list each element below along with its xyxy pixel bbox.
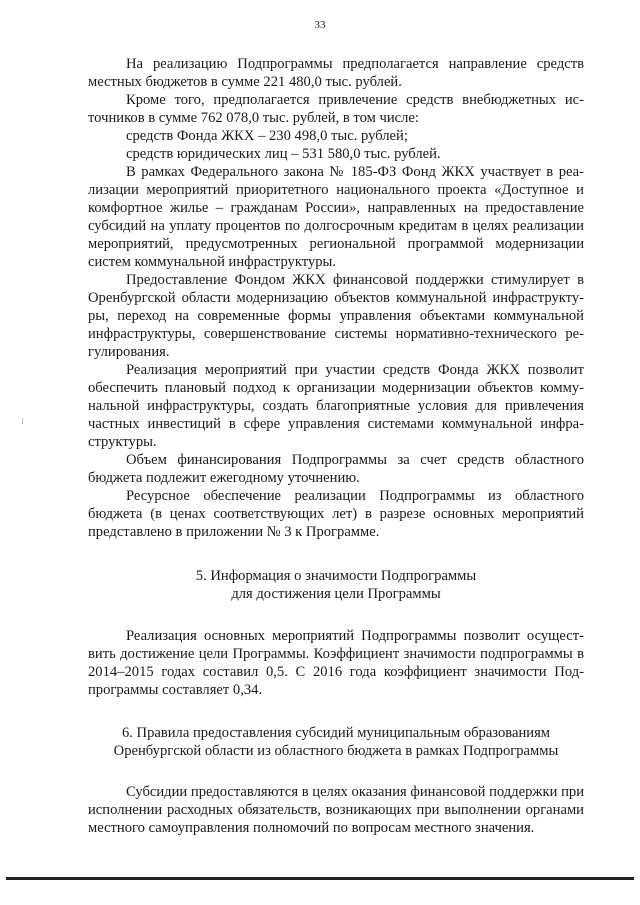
page-bottom-border (6, 877, 634, 880)
paragraph-fund-support: Предоставление Фондом ЖКХ финансовой поддержки стимулирует в Оренбургской области модернизацию объектов коммунальной инфраструктуры, переход на современные формы управления объектами коммунальной инфраструктуры, совершенствование системы нормативно-технического регулирования. (88, 272, 584, 360)
paragraph-regional-funding: Объем финансирования Подпрограммы за счет средств областного бюджета подлежит ежегодному уточнению. (88, 452, 584, 486)
paragraph-extrabudgetary: Кроме того, предполагается привлечение средств внебюджетных источников в сумме 762 078,0 тыс. рублей, в том числе: (88, 92, 584, 126)
paragraph-fund-participation: Реализация мероприятий при участии средств Фонда ЖКХ позволит обеспечить плановый подход к организации модернизации объектов коммунальной инфраструктуры, создать благоприятные условия для привлечения частных инвестиций в сфере управления системами коммунальной инфраструктуры. (88, 362, 584, 450)
section-5-paragraph: Реализация основных мероприятий Подпрограммы позволит осуществить достижение цели Программы. Коэффициент значимости подпрограммы в 2014–2015 годах составил 0,5. С 2016 года коэффициент значимости Подпрограммы составляет 0,34. (88, 628, 584, 698)
section-5-heading-line-1: 5. Информация о значимости Подпрограммы (195, 568, 477, 584)
section-6-heading (88, 724, 584, 760)
scan-margin-mark (22, 418, 23, 424)
document-body (88, 55, 584, 837)
paragraph-resource-provision: Ресурсное обеспечение реализации Подпрограммы из областного бюджета (в ценах соответствующих лет) в разрезе основных мероприятий представлено в приложении № 3 к Программе. (88, 488, 584, 540)
section-5-heading-line-2: для достижения цели Программы (231, 586, 441, 602)
section-6-paragraph: Субсидии предоставляются в целях оказания финансовой поддержки при исполнении расходных обязательств, возникающих при выполнении органами местного самоуправления полномочий по вопросам местного значения. (88, 784, 584, 836)
page-number: 33 (314, 19, 326, 31)
section-6-heading-line-1: 6. Правила предоставления субсидий муниципальным образованиям (121, 725, 551, 741)
paragraph-fund-zhkh-amount: средств Фонда ЖКХ – 230 498,0 тыс. рублей; (126, 128, 408, 144)
section-5-heading (88, 567, 584, 603)
section-6-heading-line-2: Оренбургской области из областного бюджета в рамках Подпрограммы (113, 743, 559, 759)
paragraph-local-budget: На реализацию Подпрограммы предполагается направление средств местных бюджетов в сумме 221 480,0 тыс. рублей. (88, 56, 584, 90)
paragraph-federal-law: В рамках Федерального закона № 185-ФЗ Фонд ЖКХ участвует в реализации мероприятий приоритетного национального проекта «Доступное и комфортное жилье – гражданам России», направленных на предоставление субсидий на уплату процентов по долгосрочным кредитам в целях реализации мероприятий, предусмотренных региональной программой модернизации систем коммунальной инфраструктуры. (88, 164, 584, 270)
paragraph-legal-entities-amount: средств юридических лиц – 531 580,0 тыс. рублей. (126, 146, 441, 162)
